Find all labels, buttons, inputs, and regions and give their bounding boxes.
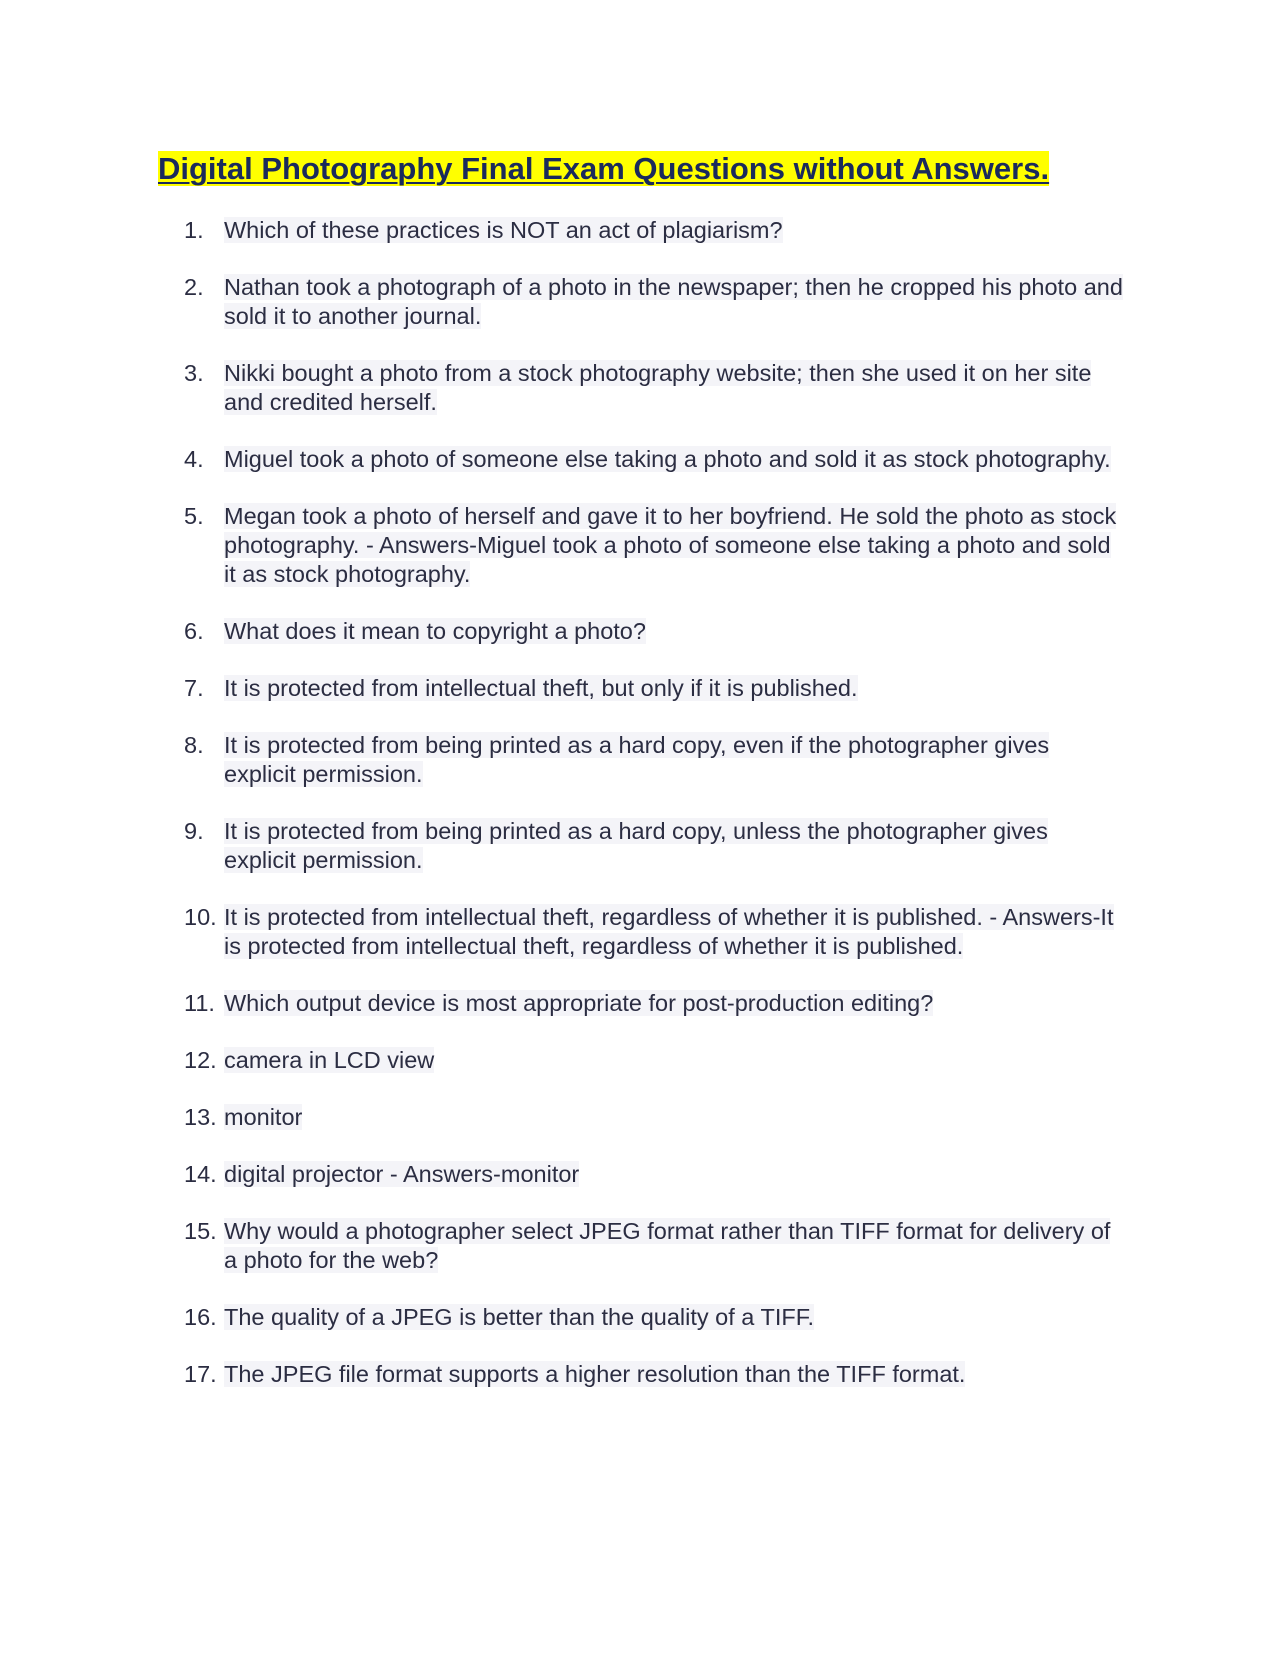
list-item bbox=[184, 817, 1124, 875]
list-item-text: It is protected from intellectual theft, regardless of whether it is published. - Answers-It is protected from intellectual theft, regardless of whether it is published. bbox=[224, 904, 1114, 959]
list-item bbox=[184, 502, 1124, 589]
list-item bbox=[184, 216, 1124, 245]
list-item-text: camera in LCD view bbox=[224, 1047, 435, 1073]
list-item-number: 4. bbox=[184, 446, 204, 472]
list-item-number: 12. bbox=[184, 1047, 217, 1073]
list-item-text: monitor bbox=[224, 1104, 303, 1130]
list-item bbox=[184, 1303, 1124, 1332]
list-item-text: The JPEG file format supports a higher resolution than the TIFF format. bbox=[224, 1361, 966, 1387]
list-item-number: 16. bbox=[184, 1304, 217, 1330]
list-item-text: Which of these practices is NOT an act of plagiarism? bbox=[224, 217, 783, 243]
list-item-number: 10. bbox=[184, 904, 217, 930]
question-list bbox=[184, 216, 1124, 1417]
list-item-number: 1. bbox=[184, 217, 204, 243]
list-item bbox=[184, 1046, 1124, 1075]
list-item-number: 17. bbox=[184, 1361, 217, 1387]
list-item-number: 8. bbox=[184, 732, 204, 758]
list-item-text: What does it mean to copyright a photo? bbox=[224, 618, 646, 644]
list-item-text: Why would a photographer select JPEG format rather than TIFF format for delivery of a photo for the web? bbox=[224, 1218, 1111, 1273]
list-item-text: Nathan took a photograph of a photo in the newspaper; then he cropped his photo and sold it to another journal. bbox=[224, 274, 1123, 329]
list-item-number: 6. bbox=[184, 618, 204, 644]
list-item-number: 7. bbox=[184, 675, 204, 701]
list-item-text: Megan took a photo of herself and gave it to her boyfriend. He sold the photo as stock photography. - Answers-Miguel took a photo of someone else taking a photo and sold it as stock photography. bbox=[224, 503, 1117, 587]
list-item-text: It is protected from being printed as a hard copy, unless the photographer gives explicit permission. bbox=[224, 818, 1048, 873]
list-item bbox=[184, 903, 1124, 961]
list-item-text: It is protected from intellectual theft, but only if it is published. bbox=[224, 675, 858, 701]
list-item-number: 11. bbox=[184, 990, 215, 1016]
list-item bbox=[184, 445, 1124, 474]
list-item-text: The quality of a JPEG is better than the quality of a TIFF. bbox=[224, 1304, 814, 1330]
list-item-number: 3. bbox=[184, 360, 204, 386]
list-item-text: Miguel took a photo of someone else taking a photo and sold it as stock photography. bbox=[224, 446, 1111, 472]
list-item-number: 2. bbox=[184, 274, 204, 300]
list-item bbox=[184, 674, 1124, 703]
list-item bbox=[184, 1217, 1124, 1275]
list-item-number: 15. bbox=[184, 1218, 217, 1244]
list-item-text: It is protected from being printed as a hard copy, even if the photographer gives explicit permission. bbox=[224, 732, 1050, 787]
list-item bbox=[184, 1103, 1124, 1132]
list-item bbox=[184, 617, 1124, 646]
title-block bbox=[158, 150, 1128, 188]
list-item-number: 14. bbox=[184, 1161, 217, 1187]
list-item bbox=[184, 731, 1124, 789]
list-item bbox=[184, 359, 1124, 417]
list-item-text: Which output device is most appropriate for post-production editing? bbox=[224, 990, 934, 1016]
list-item-text: Nikki bought a photo from a stock photography website; then she used it on her site and credited herself. bbox=[224, 360, 1092, 415]
list-item-text: digital projector - Answers-monitor bbox=[224, 1161, 580, 1187]
list-item-number: 9. bbox=[184, 818, 204, 844]
list-item-number: 13. bbox=[184, 1104, 217, 1130]
page-title: Digital Photography Final Exam Questions without Answers. bbox=[158, 151, 1050, 186]
list-item bbox=[184, 273, 1124, 331]
list-item-number: 5. bbox=[184, 503, 204, 529]
list-item bbox=[184, 1360, 1124, 1389]
list-item bbox=[184, 1160, 1124, 1189]
list-item bbox=[184, 989, 1124, 1018]
